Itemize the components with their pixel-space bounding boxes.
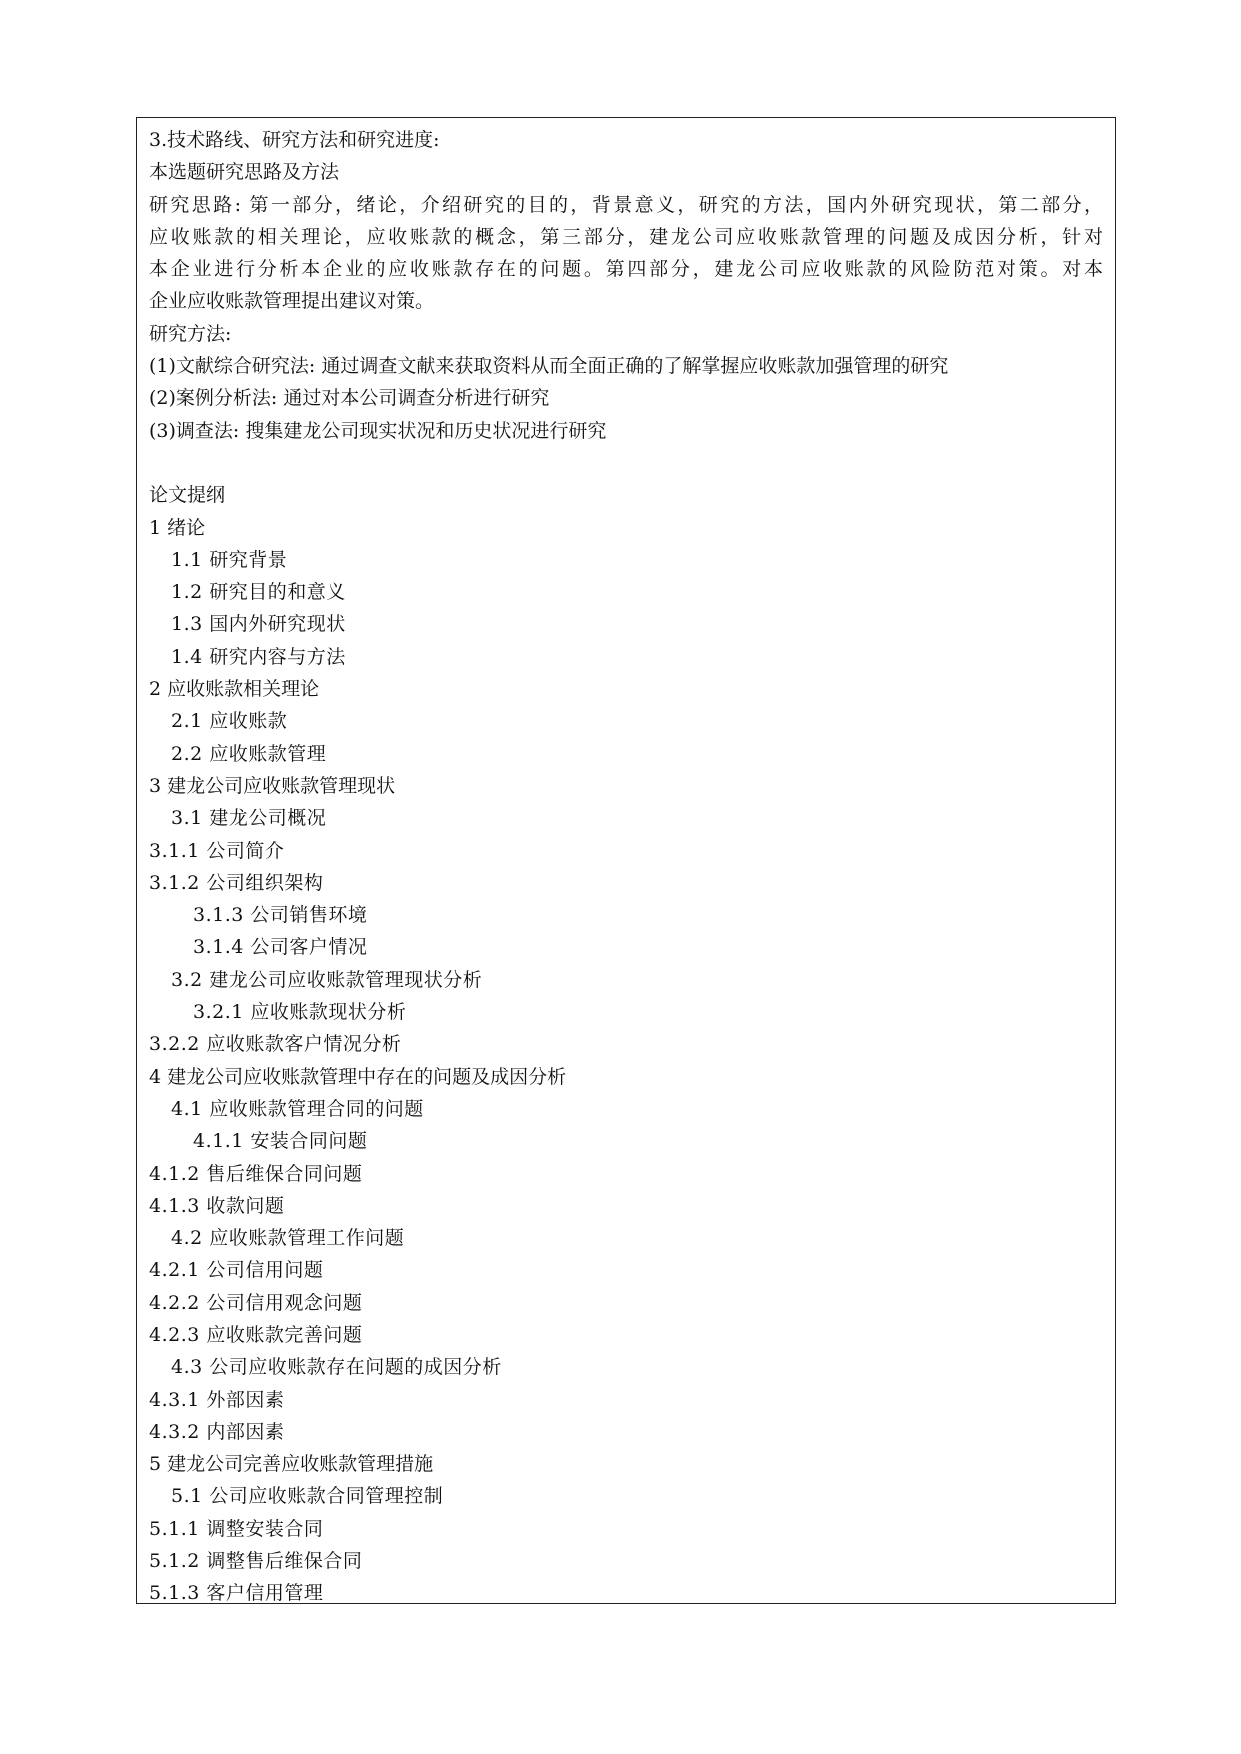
outline-item: 5.1 公司应收账款合同管理控制 <box>171 1485 444 1508</box>
outline-item: 2 应收账款相关理论 <box>149 678 320 701</box>
outline-item: 4 建龙公司应收账款管理中存在的问题及成因分析 <box>149 1065 567 1088</box>
method-item: (3)调查法: 搜集建龙公司现实状况和历史状况进行研究 <box>149 419 607 442</box>
outline-item: 4.3 公司应收账款存在问题的成因分析 <box>171 1356 502 1379</box>
outline-item: 3.1 建龙公司概况 <box>171 807 327 830</box>
outline-item: 2.1 应收账款 <box>171 710 288 733</box>
outline-item: 4.1 应收账款管理合同的问题 <box>171 1097 424 1120</box>
outline-item: 4.2.1 公司信用问题 <box>149 1259 324 1282</box>
document-frame <box>136 117 1116 1604</box>
outline-item: 5.1.1 调整安装合同 <box>149 1517 324 1540</box>
method-item: (2)案例分析法: 通过对本公司调查分析进行研究 <box>149 387 550 410</box>
method-item: (1)文献综合研究法: 通过调查文献来获取资料从而全面正确的了解掌握应收账款加强管理的研究 <box>149 355 949 378</box>
outline-item: 1.4 研究内容与方法 <box>171 645 346 668</box>
outline-item: 1.2 研究目的和意义 <box>171 581 346 604</box>
outline-item: 4.1.3 收款问题 <box>149 1194 285 1217</box>
document-content <box>149 124 1103 1610</box>
outline-item: 1 绪论 <box>149 516 206 539</box>
outline-heading: 论文提纲 <box>149 484 226 507</box>
outline-item: 5.1.2 调整售后维保合同 <box>149 1550 363 1573</box>
outline-item: 1.1 研究背景 <box>171 548 288 571</box>
outline-item: 3 建龙公司应收账款管理现状 <box>149 774 396 797</box>
outline-item: 5.1.3 客户信用管理 <box>149 1582 324 1605</box>
outline-item: 3.1.2 公司组织架构 <box>149 871 324 894</box>
outline-item: 4.2.3 应收账款完善问题 <box>149 1323 363 1346</box>
section-heading: 3.技术路线、研究方法和研究进度: <box>149 129 440 151</box>
outline-item: 3.1.4 公司客户情况 <box>193 936 368 959</box>
outline-item: 3.2.1 应收账款现状分析 <box>193 1001 407 1024</box>
outline-item: 3.1.3 公司销售环境 <box>193 904 368 927</box>
outline-item: 3.2.2 应收账款客户情况分析 <box>149 1033 402 1056</box>
outline-item: 4.2 应收账款管理工作问题 <box>171 1227 405 1250</box>
outline-item: 4.1.2 售后维保合同问题 <box>149 1162 363 1185</box>
outline-item: 4.3.1 外部因素 <box>149 1388 285 1411</box>
approach-heading: 本选题研究思路及方法 <box>149 161 340 184</box>
outline-item: 5 建龙公司完善应收账款管理措施 <box>149 1453 434 1476</box>
outline-item: 4.3.2 内部因素 <box>149 1420 285 1443</box>
outline-item: 3.1.1 公司简介 <box>149 839 285 862</box>
approach-paragraph-line: 研究思路: 第一部分，绪论，介绍研究的目的，背景意义，研究的方法，国内外研究现状，第二部分， <box>149 193 1103 216</box>
approach-paragraph-line: 企业应收账款管理提出建议对策。 <box>149 290 435 313</box>
outline-item: 4.2.2 公司信用观念问题 <box>149 1291 363 1314</box>
methods-heading: 研究方法: <box>149 322 232 345</box>
approach-paragraph-line: 应收账款的相关理论，应收账款的概念，第三部分，建龙公司应收账款管理的问题及成因分析，针对 <box>149 225 1103 248</box>
outline-item: 4.1.1 安装合同问题 <box>193 1130 368 1153</box>
blank-line <box>149 447 1103 479</box>
outline-item: 3.2 建龙公司应收账款管理现状分析 <box>171 968 483 991</box>
approach-paragraph-line: 本企业进行分析本企业的应收账款存在的问题。第四部分，建龙公司应收账款的风险防范对策。对本 <box>149 258 1103 281</box>
outline-item: 1.3 国内外研究现状 <box>171 613 346 636</box>
outline-item: 2.2 应收账款管理 <box>171 742 327 765</box>
